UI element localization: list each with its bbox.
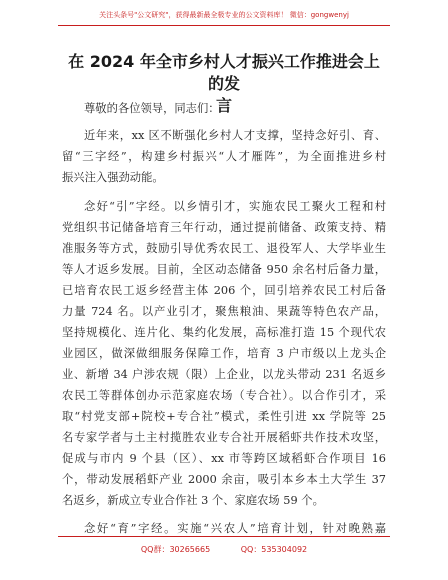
body-line: 等人才返乡发展。目前，全区动态储备 950 余名村后备力量， [62,263,386,276]
footer-divider [58,536,390,537]
body-line: 近年来，xx 区不断强化乡村人才支撑，坚持念好引、育、 [84,129,386,142]
body-line: 业园区，做深做细服务保障工作，培育 3 户市级以上龙头企 [62,347,386,360]
body-line: 名返乡，新成立专业合作社 3 个、家庭农场 59 个。 [62,494,324,507]
title-line-2: 言 [215,96,232,115]
header-banner: 关注头条号"公文研究"，获得最新最全极专业的公文资料库！ 微信：gongwenyj [99,11,349,19]
body-line: 个，带动发展稻虾产业 2000 余亩，吸引本乡本土大学生 37 [62,473,386,486]
body-line: 已培育农民工返乡经营主体 206 个，回引培养农民工村后备 [62,284,386,297]
body-line: 党组织书记储备培育三年行动，通过提前储备、政策支持、精 [62,221,386,234]
header-divider [58,25,390,26]
footer-qq-group: QQ群：30265665 [140,545,211,554]
body-line: 准服务等方式，鼓励引导优秀农民工、退役军人、大学毕业生 [62,242,386,255]
body-line: 农民工等群体创办示范家庭农场（专合社）。以合作引才，采 [62,389,386,402]
body-line: 留“三字经”，构建乡村振兴“人才雁阵”，为全面推进乡村 [62,150,386,163]
body-line: 促成与市内 9 个县（区）、xx 市等跨区域稻虾合作项目 16 [62,452,386,465]
salutation: 尊敬的各位领导，同志们： [84,102,220,115]
title-line-1: 在 2024 年全市乡村人才振兴工作推进会上的发 [68,52,380,93]
body-line: 坚持规模化、连片化、集约化发展，高标准打造 15 个现代农 [62,326,386,339]
body-line: 名专家学者与土主村揽胜农业专合社开展稻虾共作技术攻坚， [62,431,386,444]
body-line: 业、新增 34 户涉农规（限）上企业，以龙头带动 231 名返乡 [62,368,386,381]
footer-qq: QQ：535304092 [240,545,308,554]
body-line: 振兴注入强劲动能。 [62,171,164,184]
body-line: 念好“育”字经。实施“兴农人”培育计划，针对晚熟嘉 [84,522,386,535]
footer-contact [0,544,448,555]
body-line: 念好“引”字经。以乡情引才，实施农民工聚火工程和村 [84,200,386,213]
body-line: 取“村党支部+院校+专合社”模式，柔性引进 xx 学院等 25 [62,410,386,423]
body-line: 力量 724 名。以产业引才，聚焦粮油、果蔬等特色农产品， [62,305,386,318]
